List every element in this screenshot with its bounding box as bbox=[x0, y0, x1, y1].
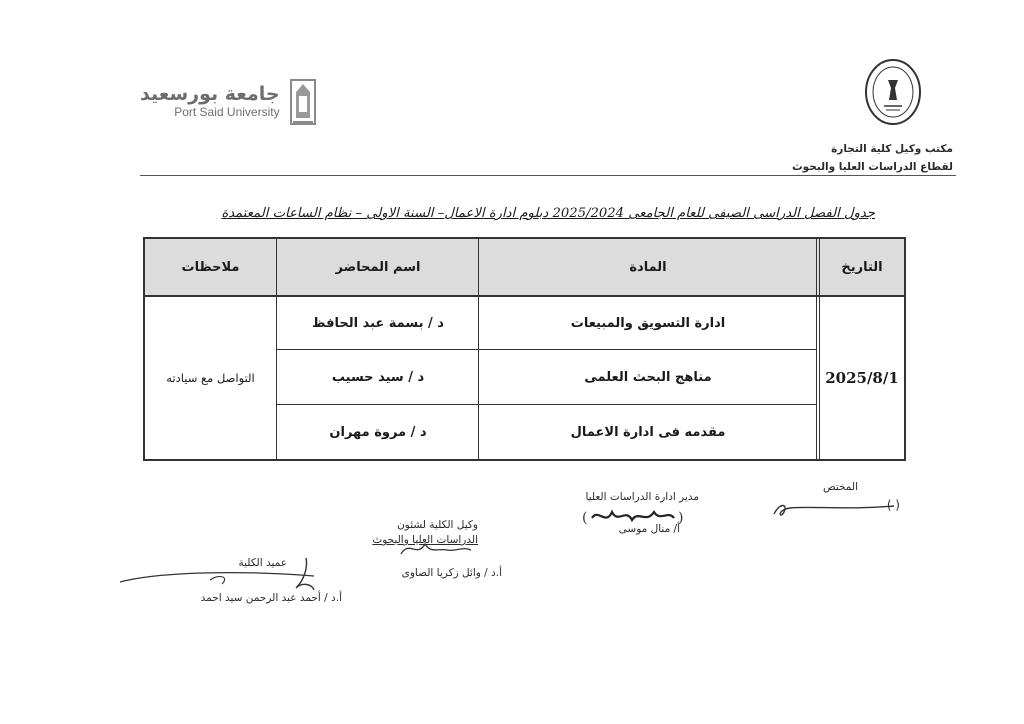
dean-signature-icon bbox=[118, 554, 318, 594]
vice-dean-title-1: وكيل الكلية لشئون bbox=[397, 519, 478, 531]
university-name-en: Port Said University bbox=[174, 105, 280, 119]
schedule-table bbox=[143, 237, 906, 461]
header-subject: المادة bbox=[629, 259, 667, 275]
university-logo bbox=[140, 74, 318, 128]
university-name-ar: جامعة بورسعيد bbox=[140, 83, 280, 105]
date-cell: 2025/8/1 bbox=[825, 369, 899, 387]
document-title: جدول الفصل الدراسى الصيفى للعام الجامعى 2025/2024 دبلوم ادارة الاعمال– السنة الاولى – نظام الساعات المعتمدة bbox=[221, 206, 875, 221]
lecturer-cell: د / سيد حسيب bbox=[331, 369, 425, 385]
vice-dean-signature-icon bbox=[395, 532, 475, 562]
subject-cell: مناهج البحث العلمى bbox=[584, 369, 712, 385]
specialist-paren: ( ) bbox=[886, 498, 900, 512]
subject-cell: ادارة التسويق والمبيعات bbox=[570, 315, 726, 331]
svg-text:): ) bbox=[678, 510, 684, 526]
manager-name: أ/ منال موسى bbox=[618, 523, 680, 535]
specialist-signature-icon bbox=[770, 492, 898, 528]
manager-title: مدير ادارة الدراسات العليا bbox=[585, 491, 699, 503]
specialist-title: المختص bbox=[823, 481, 858, 493]
vice-dean-name: أ.د / وائل زكريا الصاوى bbox=[401, 567, 502, 579]
subject-cell: مقدمه فى ادارة الاعمال bbox=[570, 424, 726, 440]
lecturer-cell: د / مروة مهران bbox=[329, 424, 427, 440]
header-date: التاريخ bbox=[841, 259, 883, 275]
dean-title: عميد الكلية bbox=[238, 557, 287, 569]
faculty-seal-icon bbox=[864, 58, 922, 126]
vice-dean-title-2: الدراسات العليا والبحوث bbox=[372, 534, 478, 546]
dean-name: أ.د / أحمد عبد الرحمن سيد احمد bbox=[200, 592, 342, 604]
header-notes: ملاحظات bbox=[181, 259, 240, 275]
notes-cell: التواصل مع سيادته bbox=[166, 371, 255, 385]
header-lecturer: اسم المحاضر bbox=[335, 259, 421, 275]
office-line-2: لقطاع الدراسات العليا والبحوث bbox=[792, 161, 953, 173]
office-line-1: مكتب وكيل كلية التجارة bbox=[831, 143, 953, 155]
university-emblem-icon bbox=[288, 74, 318, 128]
lecturer-cell: د / بسمة عبد الحافظ bbox=[312, 315, 444, 331]
office-heading bbox=[792, 140, 953, 176]
header-divider bbox=[140, 175, 956, 176]
svg-text:(: ( bbox=[582, 510, 588, 526]
